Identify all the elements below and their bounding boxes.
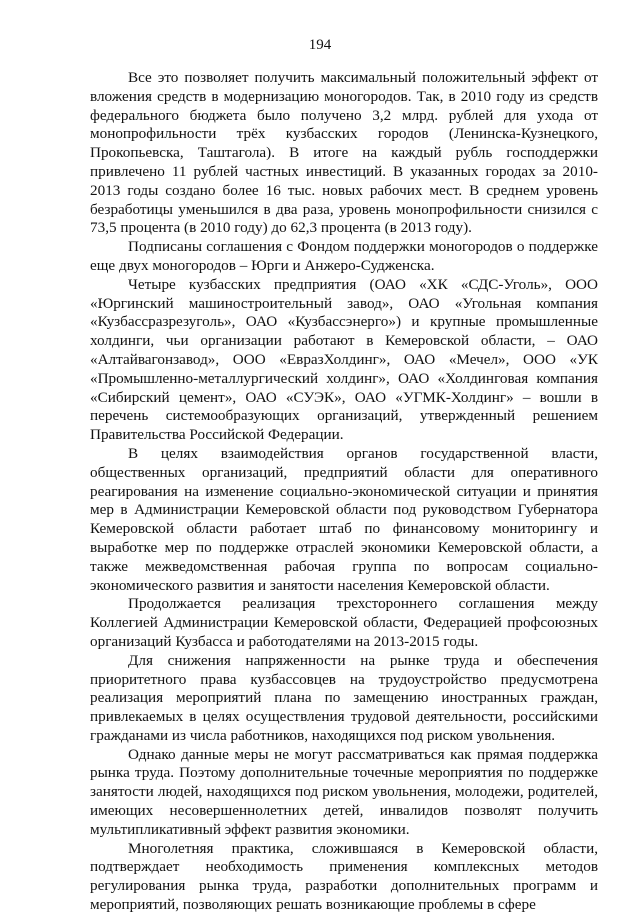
page-number: 194 (308, 37, 332, 53)
paragraph: Многолетняя практика, сложившаяся в Кемеровской области, подтверждает необходимость применения комплексных методов регулирования рынка труда, разработки дополнительных программ и мероприятий, позволяющих решать возникающие проблемы в сфере (90, 839, 598, 914)
paragraph: В целях взаимодействия органов государственной власти, общественных организаций, предприятий области для оперативного реагирования на изменение социально-экономической ситуации и принятия мер в Администрации Кемеровской области под руководством Губернатора Кемеровской области работает штаб по финансовому мониторингу и выработке мер по поддержке отраслей экономики Кемеровской области, а также межведомственная рабочая группа по вопросам социально-экономического развития и занятости населения Кемеровской области. (90, 444, 598, 594)
paragraph: Однако данные меры не могут рассматриваться как прямая поддержка рынка труда. Поэтому дополнительные точечные мероприятия по поддержке занятости людей, находящихся под риском увольнения, молодежи, родителей, имеющих несовершеннолетних детей, инвалидов позволят получить мультипликативный эффект развития экономики. (90, 745, 598, 838)
paragraph: Четыре кузбасских предприятия (ОАО «ХК «СДС-Уголь», ООО «Юргинский машиностроительный завод», ОАО «Угольная компания «Кузбассразрезуголь», ОАО «Кузбассэнерго») и крупные промышленные холдинги, чьи организации работают в Кемеровской области, – ОАО «Алтайвагонзавод», ООО «ЕвразХолдинг», ОАО «Мечел», ООО «УК «Промышленно-металлургический холдинг», ОАО «Холдинговая компания «Сибирский цемент», ОАО «СУЭК», ОАО «УГМК-Холдинг» – вошли в перечень системообразующих организаций, утвержденный решением Правительства Российской Федерации. (90, 275, 598, 444)
paragraph: Для снижения напряженности на рынке труда и обеспечения приоритетного права кузбассовцев на трудоустройство предусмотрена реализация мероприятий плана по замещению иностранных граждан, привлекаемых в целях осуществления трудовой деятельности, российскими гражданами из числа работников, находящихся под риском увольнения. (90, 651, 598, 744)
paragraph: Все это позволяет получить максимальный положительный эффект от вложения средств в модернизацию моногородов. Так, в 2010 году из средств федерального бюджета было получено 3,2 млрд. рублей для ухода от монопрофильности трёх кузбасских городов (Ленинска-Кузнецкого, Прокопьевска, Таштагола). В итоге на каждый рубль господдержки привлечено 11 рублей частных инвестиций. В указанных городах за 2010-2013 годы создано более 16 тыс. новых рабочих мест. В среднем уровень безработицы уменьшился в два раза, уровень монопрофильности снизился с 73,5 процента (в 2010 году) до 62,3 процента (в 2013 году). (90, 69, 598, 237)
paragraph: Продолжается реализация трехстороннего соглашения между Коллегией Администрации Кемеровской области, Федерацией профсоюзных организаций Кузбасса и работодателями на 2013-2015 годы. (90, 595, 598, 650)
text-body (90, 69, 598, 915)
paragraph: Подписаны соглашения с Фондом поддержки моногородов о поддержке еще двух моногородов – Юрги и Анжеро-Судженска. (90, 238, 598, 274)
